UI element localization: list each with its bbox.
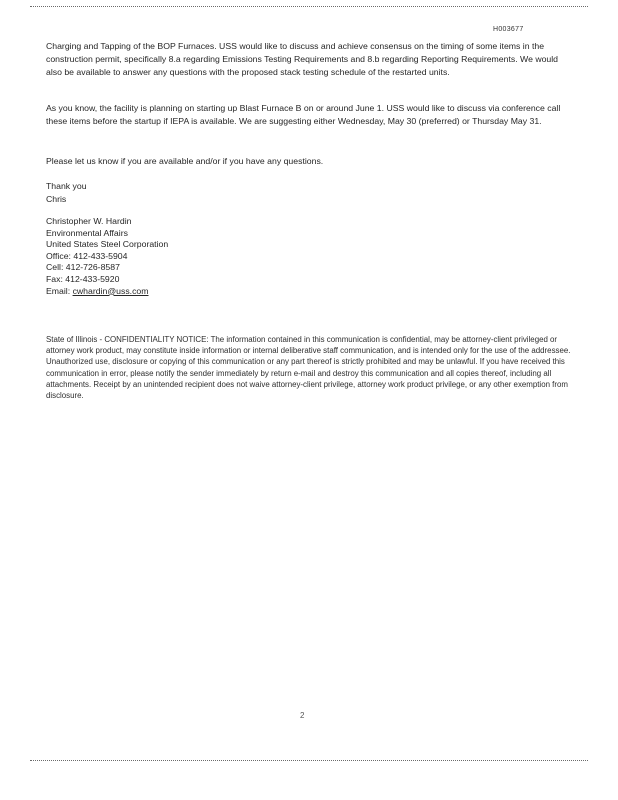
top-scan-border: [30, 6, 588, 7]
closing-thanks: Thank you: [46, 181, 87, 191]
signature-department: Environmental Affairs: [46, 227, 128, 238]
signature-email-link[interactable]: cwhardin@uss.com: [72, 285, 149, 296]
confidentiality-notice: State of Illinois - CONFIDENTIALITY NOTICE: The information contained in this communication is confidential, may be attorney-client privileged or attorney work product, may constitute inside information or internal deliberative staff communication, and is intended only for the use of the addressee. Unauthorized use, disclosure or copying of this communication or any part thereof is strictly prohibited and may be unlawful. If you have received this communication in error, please notify the sender immediately by return e-mail and destroy this communication and all copies thereof, including all attachments. Receipt by an unintended recipient does not waive attorney-client privilege, attorney work product privilege, or any other exemption from disclosure.: [46, 335, 571, 401]
page-number: 2: [300, 711, 305, 720]
signature-fax: Fax: 412-433-5920: [46, 273, 120, 284]
signature-email: [46, 286, 168, 298]
paragraph-startup: As you know, the facility is planning on starting up Blast Furnace B on or around June 1. USS would like to discuss via conference call these items before the startup if IEPA is available. We are suggesting either Wednesday, May 30 (preferred) or Thursday May 31.: [46, 103, 561, 126]
paragraph-discussion: Charging and Tapping of the BOP Furnaces. USS would like to discuss and achieve consensus on the timing of some items in the construction permit, specifically 8.a regarding Emissions Testing Requirements and 8.b regarding Reporting Requirements. We would also be available to answer any questions with the proposed stack testing schedule of the restarted units.: [46, 41, 559, 77]
signature-office-phone: Office: 412-433-5904: [46, 250, 128, 261]
paragraph-availability: Please let us know if you are available and/or if you have any questions.: [46, 156, 324, 166]
bottom-scan-border: [30, 760, 588, 761]
signature-cell-phone: Cell: 412-726-8587: [46, 262, 120, 273]
signature-email-label: Email:: [46, 285, 71, 296]
page-id: H003677: [493, 26, 524, 33]
signature-name: Christopher W. Hardin: [46, 216, 132, 226]
signature-block: [46, 216, 168, 297]
closing-name: Chris: [46, 193, 67, 204]
signature-company: United States Steel Corporation: [46, 239, 169, 250]
closing-block: [46, 180, 571, 206]
